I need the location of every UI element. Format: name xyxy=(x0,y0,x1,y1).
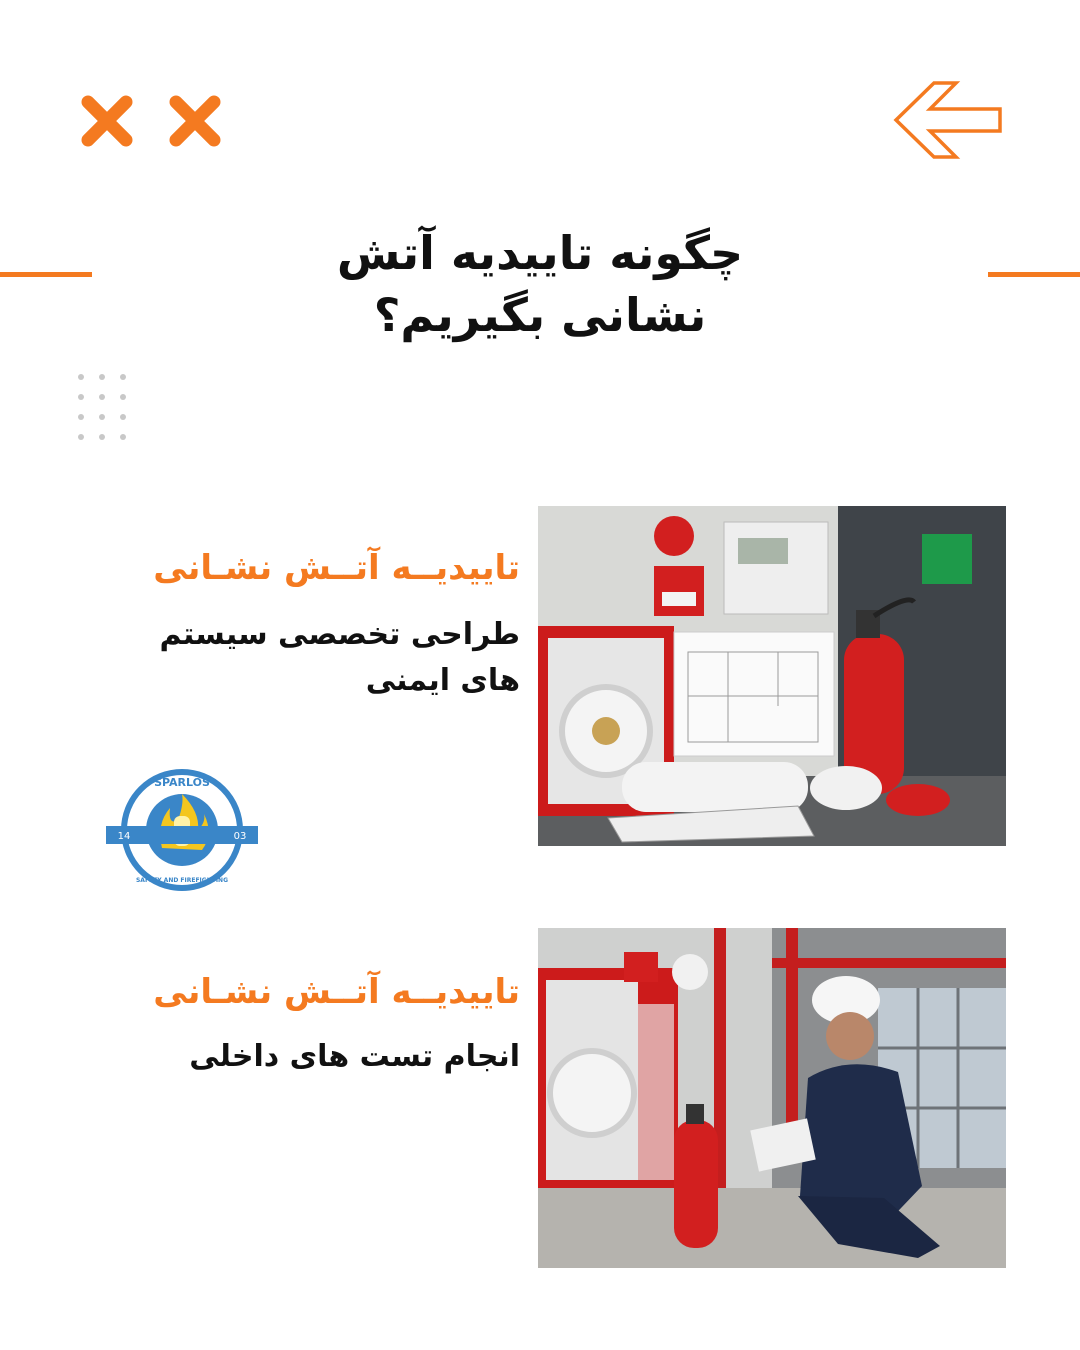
close-icon xyxy=(168,94,222,148)
sparlos-logo xyxy=(106,768,258,892)
right-divider-line xyxy=(988,272,1080,277)
page-title xyxy=(200,222,880,346)
section-1-heading: تاییدیــه آتــش نشـانی xyxy=(153,548,520,588)
section-2-heading: تاییدیــه آتــش نشـانی xyxy=(153,972,520,1012)
section-1-line-2: های ایمنی xyxy=(365,663,520,698)
dot-grid-decoration xyxy=(78,374,126,440)
logo-name: SPARLOS xyxy=(154,776,210,789)
section-1-description xyxy=(100,612,520,704)
logo-right-number: 03 xyxy=(233,831,247,842)
logo-tagline: SAFETY AND FIREFIGHTING xyxy=(135,877,229,884)
left-divider-line xyxy=(0,272,92,277)
technician-inspection-image xyxy=(538,928,1006,1268)
logo-left-number: 14 xyxy=(117,831,131,842)
section-1-line-1: طراحی تخصصی سیستم xyxy=(159,617,520,652)
title-line-2: نشانی بگیریم؟ xyxy=(373,288,707,342)
section-2-description xyxy=(100,1034,520,1080)
arrow-left-icon[interactable] xyxy=(892,80,1004,160)
close-icon xyxy=(80,94,134,148)
section-2-line-1: انجام تست های داخلی xyxy=(189,1039,520,1074)
fire-safety-equipment-image xyxy=(538,506,1006,846)
title-line-1: چگونه تاییدیه آتش xyxy=(336,226,744,280)
